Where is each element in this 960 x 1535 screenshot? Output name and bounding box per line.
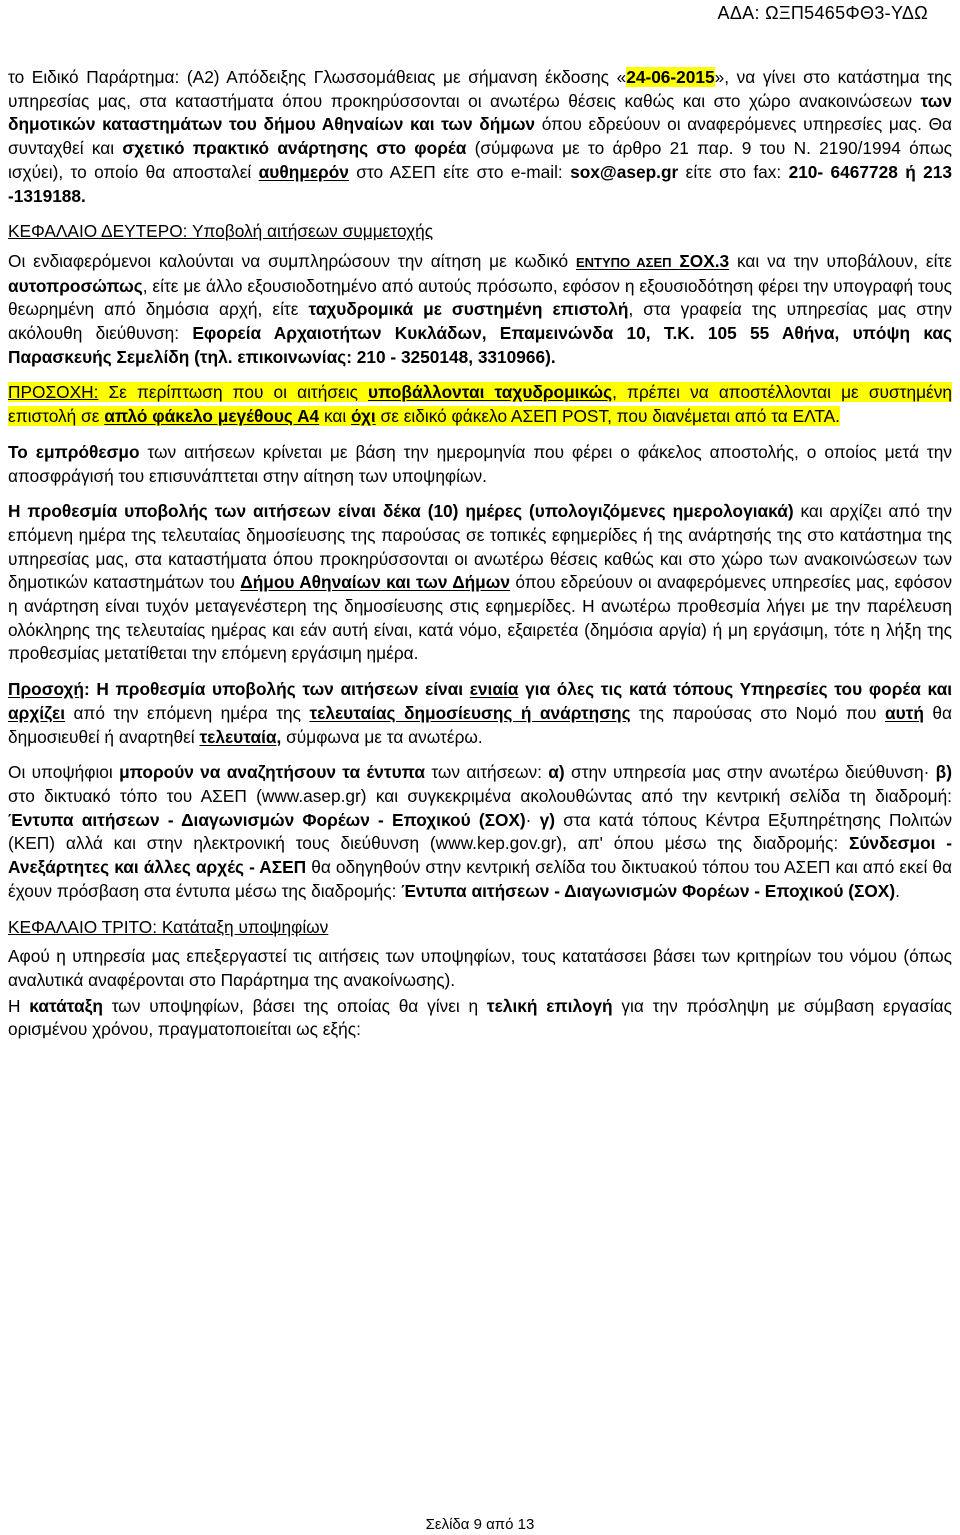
paragraph-posting: το Ειδικό Παράρτημα: (Α2) Απόδειξης Γλωσσομάθειας με σήμανση έκδοσης «24-06-2015», να γίνει στο κατάστημα της υπηρεσίας μας, στα καταστήματα όπου προκηρύσσονται οι ανωτέρω θέσεις καθώς και στο χώρο ανακοινώσεων των δημοτικών καταστημάτων του δήμου Αθηναίων και των δήμων όπου εδρεύουν οι αναφερόμενες υπηρεσίες μας. Θα συνταχθεί και σχετικό πρακτικό ανάρτησης στο φορέα (σύμφωνα με το άρθρο 21 παρ. 9 του Ν. 2190/1994 όπως ισχύει), το οποίο θα αποσταλεί αυθημερόν στο ΑΣΕΠ είτε στο e-mail: sox@asep.gr είτε στο fax: 210- 6467728 ή 213 -1319188. — [8, 67, 953, 206]
paragraph-ranking-2: Η κατάταξη των υποψηφίων, βάσει της οποίας θα γίνει η τελική επιλογή για την πρόσληψη με σύμβαση εργασίας ορισμένου χρόνου, πραγματοποιείται ως εξής: — [8, 995, 952, 1040]
paragraph-forms: Οι υποψήφιοι μπορούν να αναζητήσουν τα έντυπα των αιτήσεων: α) στην υπηρεσία μας στην ανωτέρω διεύθυνση· β) στο δικτυακό τόπο του ΑΣΕΠ (www.asep.gr) και συγκεκριμένα ακολουθώντας από την κεντρική σελίδα τη διαδρομή: Έντυπα αιτήσεων - Διαγωνισμών Φορέων - Εποχικού (ΣΟΧ)· γ) στα κατά τόπους Κέντρα Εξυπηρέτησης Πολιτών (ΚΕΠ) αλλά και στην ηλεκτρονική τους διεύθυνση (www.kep.gov.gr), απ' όπου μέσω της διαδρομής: Σύνδεσμοι - Ανεξάρτητες και άλλες αρχές - ΑΣΕΠ θα οδηγηθούν στην κεντρική σελίδα του δικτυακού τόπου του ΑΣΕΠ και από εκεί θα έχουν πρόσβαση στα έντυπα μέσω της διαδρομής: Έντυπα αιτήσεων - Διαγωνισμών Φορέων - Εποχικού (ΣΟΧ). — [8, 762, 953, 901]
fax-numbers: 210- 6467728 ή 213 -1319188. — [8, 161, 952, 206]
chapter-two-heading: ΚΕΦΑΛΑΙΟ ΔΕΥΤΕΡΟ: Υποβολή αιτήσεων συμμετοχής — [8, 221, 434, 242]
paragraph-timeliness: Το εμπρόθεσμο των αιτήσεων κρίνεται με βάση την ημερομηνία που φέρει ο φάκελος αποστολής, ο οποίος μετά την αποσφράγισή του επισυνάπτεται στην αίτηση των υποψηφίων. — [8, 441, 952, 486]
paragraph-caution: Προσοχή: Η προθεσμία υποβολής των αιτήσεων είναι ενιαία για όλες τις κατά τόπους Υπηρεσίες του φορέα και αρχίζει από την επόμενη ημέρα της τελευταίας δημοσίευσης ή ανάρτησης της παρούσας στο Νομό που αυτή θα δημοσιευθεί ή αναρτηθεί τελευταία, σύμφωνα με τα ανωτέρω. — [8, 679, 952, 747]
attention-label: ΠΡΟΣΟΧΗ: — [8, 382, 99, 403]
paragraph-deadline: Η προθεσμία υποβολής των αιτήσεων είναι δέκα (10) ημέρες (υπολογιζόμενες ημερολογιακά) και αρχίζει από την επόμενη ημέρα της τελευταίας δημοσίευσης της παρούσας σε τοπικές εφημερίδες ή της ανάρτησής της στο κατάστημα της υπηρεσίας μας, στα καταστήματα όπου προκηρύσσονται οι ανωτέρω θέσεις καθώς και στο χώρο των ανακοινώσεων των δημοτικών καταστημάτων του Δήμου Αθηναίων και των Δήμων όπου εδρεύουν οι αναφερόμενες υπηρεσίες μας, εφόσον η ανάρτηση είναι τυχόν μεταγενέστερη της δημοσίευσης στις εφημερίδες. Η ανωτέρω προθεσμία λήγει με την παρέλευση ολόκληρης της τελευταίας ημέρας και εάν αυτή είναι, κατά νόμο, εξαιρετέα (δημόσια αργία) ή μη εργάσιμη, τότε η λήξη της προθεσμίας μετατίθεται την επόμενη εργάσιμη ημέρα. — [8, 501, 952, 664]
paragraph-attention: ΠΡΟΣΟΧΗ: Σε περίπτωση που οι αιτήσεις υποβάλλονται ταχυδρομικώς, πρέπει να αποστέλλονται με συστημένη επιστολή σε απλό φάκελο μεγέθους Α4 και όχι σε ειδικό φάκελο ΑΣΕΠ POST, που διανέμεται από τα ΕΛΤΑ. — [8, 382, 952, 427]
ada-code: ΑΔΑ: ΩΞΠ5465ΦΘ3-ΥΔΩ — [717, 3, 928, 23]
paragraph-submission: Οι ενδιαφερόμενοι καλούνται να συμπληρώσουν την αίτηση με κωδικό ΕΝΤΥΠΟ ΑΣΕΠ ΣΟΧ.3 και να την υποβάλουν, είτε αυτοπροσώπως, είτε με άλλο εξουσιοδοτημένο από αυτούς πρόσωπο, εφόσον η εξουσιοδότηση φέρει την υπογραφή τους θεωρημένη από δημόσια αρχή, είτε ταχυδρομικά με συστημένη επιστολή, στα γραφεία της υπηρεσίας μας στην ακόλουθη διεύθυνση: Εφορεία Αρχαιοτήτων Κυκλάδων, Επαμεινώνδα 10, Τ.Κ. 105 55 Αθήνα, υπόψη κας Παρασκευής Σεμελίδη (τηλ. επικοινωνίας: 210 - 3250148, 3310966). — [8, 250, 952, 367]
email-address: sox@asep.gr — [570, 161, 679, 182]
page-number: Σελίδα 9 από 13 — [425, 1516, 535, 1533]
paragraph-ranking-1: Αφού η υπηρεσία μας επεξεργαστεί τις αιτήσεις των υποψηφίων, τους κατατάσσει βάσει των κριτηρίων του νόμου (όπως αναλυτικά αναφέρονται στο Παράρτημα της ανακοίνωσης). — [8, 946, 952, 990]
chapter-three-heading: ΚΕΦΑΛΑΙΟ ΤΡΙΤΟ: Κατάταξη υποψηφίων — [8, 916, 329, 937]
issue-date: 24-06-2015 — [626, 67, 715, 87]
document-body — [8, 66, 952, 1054]
submission-address: Εφορεία Αρχαιοτήτων Κυκλάδων, Επαμεινώνδα 10, Τ.Κ. 105 55 Αθήνα, υπόψη κας Παρασκευής Σεμελίδη (τηλ. επικοινωνίας: 210 - 3250148, 3310966). — [8, 323, 952, 367]
